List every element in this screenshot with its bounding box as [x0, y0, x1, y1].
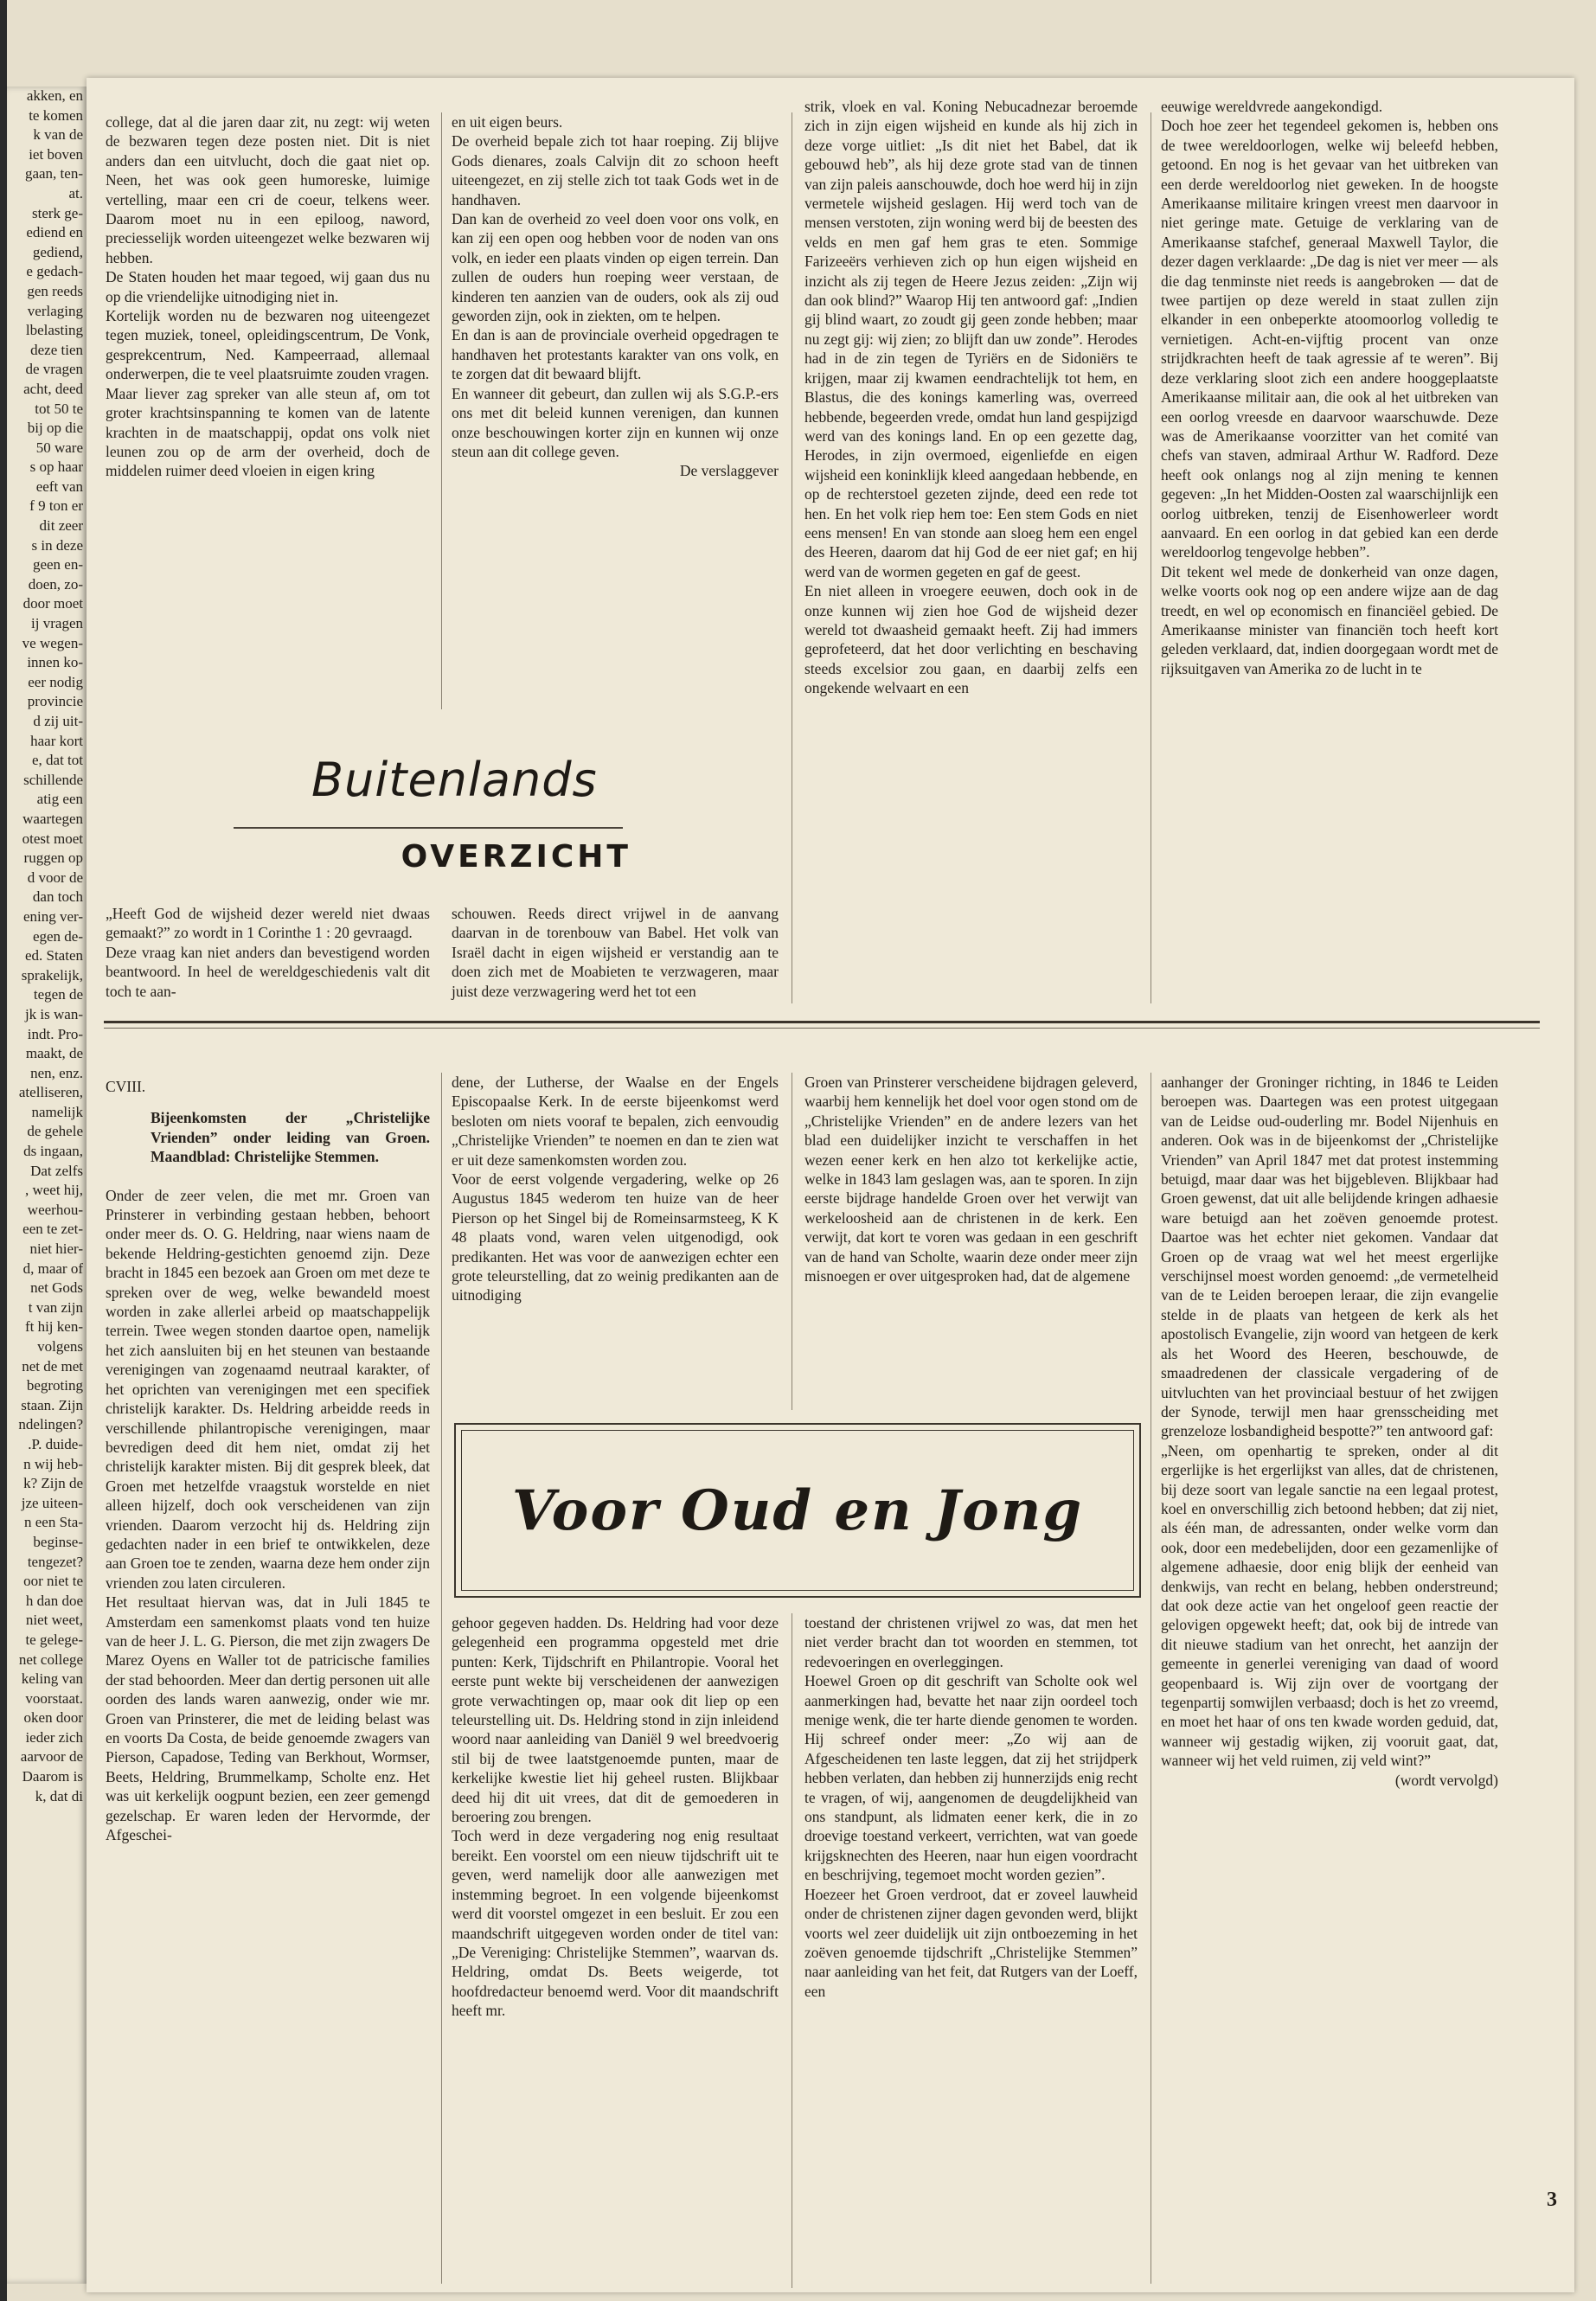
article-paragraph: En niet alleen in vroegere eeuwen, doch ook in de onze kunnen wij zien hoe God de wijsheid dezer wereld tot dwaasheid gemaakt heeft. Zij had immers geprofeteerd, dat het door verlichting en beschaving steeds excelsior zou gaan, en daarbij zelfs een ongekende welvaart en een — [804, 582, 1138, 697]
column-bottom-4 — [1161, 1073, 1498, 1790]
margin-text-line: een te zet- — [22, 1221, 83, 1238]
margin-text-line: gediend, — [32, 243, 83, 260]
article-paragraph: Het resultaat hiervan was, dat in Juli 1845 te Amsterdam een samenkomst plaats vond ten huize van de heer J. L. G. Pierson, die met zijn zwagers De Marez Oyens en Waller tot de patricische families der stad behoorden. Meer dan dertig personen uit alle oorden des lands waren aanwezig, onder wie mr. Groen van Prinsterer, die met de leiding belast was en voorts Da Costa, de beide genoemde zwagers van Pierson, Capadose, Teding van Berkhout, Wormser, Beets, Heldring, Brummelkamp, Scholte enz. Het was uit kerkelijk oogpunt bezien, een zeer gemengd gezelschap. Er waren leden der Hervormde, der Afgeschei- — [106, 1593, 430, 1844]
margin-text-line: aarvoor de — [20, 1748, 83, 1766]
feature-title: Voor Oud en Jong — [511, 1477, 1084, 1543]
column-divider — [441, 1073, 442, 2284]
column-mid-1 — [106, 904, 430, 1001]
margin-text-line: door moet — [22, 595, 83, 612]
margin-text-line: acht, deed — [23, 380, 83, 397]
article-paragraph: college, dat al die jaren daar zit, nu zegt: wij weten de bezwaren tegen deze posten niet. Dit is niet anders dan een uitvlucht, doch die gaat niet op. Neen, het was ook geen humoreske, luimige vertelling, maar een cri de coeur, telkens weer. Daarom moet nu in een epiloog, naword, preciesselijk worden uiteengezet welke bezwaren wij hebben. — [106, 113, 430, 266]
margin-text-line: d voor de — [27, 868, 83, 886]
margin-text-line: ediend en — [26, 224, 83, 241]
article-paragraph: Dan kan de overheid zo veel doen voor ons volk, en kan zij een open oog hebben voor de noden van ons volk, en ieder een plaats vinden op eigen terrein. Dan zullen de ouders hun roeping weer verstaan, de kinderen ten aanzien van de ouders, ook als zij oud geworden zijn, ook in ziekten, om te helpen. — [452, 210, 779, 325]
margin-text-line: akken, en — [26, 87, 83, 104]
margin-text-line: at. — [68, 184, 83, 202]
margin-text-line: ve wegen- — [22, 634, 83, 651]
margin-text-line: tengezet? — [27, 1553, 83, 1570]
margin-text-line: k, dat di — [35, 1787, 83, 1804]
margin-text-line: ds ingaan, — [23, 1143, 83, 1160]
column-bottom-3a — [804, 1073, 1138, 1285]
section-number: CVIII. — [106, 1078, 146, 1095]
margin-text-line: haar kort — [30, 732, 83, 749]
article-paragraph: Hoewel Groen op dit geschrift van Scholte ook wel aanmerkingen had, bevatte het naar zijn oordeel toch menige wenk, die ter harte diende genomen te worden. Hij schreef onder meer: „Zo wij aan de Afgescheidenen ten laste leggen, dat zij het strijdperk hebben verlaten, dan hebben zij hunnerzijds enig recht te vragen, of wij, aangenomen de deugdelijkheid van ons standpunt, als lidmaten eener kerk, die in zo droevige toestand verkeert, verrichten, wat van goede krijgsknechten des Heeren, naar hun eigen voordracht en beschrijving, tegemoet mocht worden gezien”. — [804, 1672, 1138, 1884]
margin-text-line: doen, zo- — [28, 575, 83, 593]
margin-text-line: eer nodig — [28, 673, 83, 690]
feature-title-box — [454, 1423, 1141, 1598]
margin-text-line: beginse- — [33, 1533, 83, 1550]
column-top-3 — [804, 97, 1138, 698]
headline-block — [234, 753, 631, 891]
margin-text-line: deze tien — [30, 341, 83, 358]
margin-text-line: eeft van — [35, 478, 83, 495]
article-paragraph: Kortelijk worden nu de bezwaren nog uiteengezet tegen muziek, toneel, opleidingscentrum, De Vonk, gesprekcentrum, Ned. Kampeerraad, allemaal onderwerpen, die te veel plaatsruimte zouden vragen. — [106, 307, 430, 383]
margin-text-line: gen reeds — [27, 282, 83, 299]
page-number: 3 — [1547, 2189, 1557, 2211]
margin-text-line: tot 50 te — [35, 400, 83, 417]
section-rule-thin — [104, 1028, 1540, 1029]
margin-text-line: net Gods — [30, 1279, 83, 1297]
margin-text-line: k van de — [33, 126, 83, 144]
article-paragraph: „Heeft God de wijsheid dezer wereld niet dwaas gemaakt?” zo wordt in 1 Corinthe 1 : 20 gevraagd. — [106, 905, 430, 942]
margin-text-line: te gelege- — [25, 1631, 83, 1648]
margin-text-line: sprakelijk, — [21, 966, 83, 984]
article-paragraph: schouwen. Reeds direct vrijwel in de aanvang daarvan in de torenbouw van Babel. Het volk van Israël dacht in eigen wijsheid er verstandig aan te doen zich met de Moabieten te verzwageren, maar juist deze verzwagering werd het tot een — [452, 905, 779, 1000]
margin-text-line: d zij uit- — [33, 713, 83, 729]
margin-text-line: jze uiteen- — [21, 1494, 83, 1511]
article-paragraph: Groen van Prinsterer verscheidene bijdragen geleverd, waarbij hem kennelijk het doel voor ogen stond om de „Christelijke Vrienden” en de andere lezers van het blad een duidelijker inzicht te verschaffen in het wezen eener kerk en hen alzo tot kerkelijke actie, welke in 1843 lam geslagen was, aan te sporen. In zijn eerste bijdrage handelde Groen over het verwijt van werkeloosheid aan de christenen in de kerk. Een verwijt, dat kort te voren was gedaan in een geschrift van de hand van Scholte, waarin deze onder meer zijn misnoegen er over uitgesproken had, dat de algemene — [804, 1074, 1138, 1285]
margin-text-line: t van zijn — [28, 1298, 83, 1316]
column-top-4 — [1161, 97, 1498, 678]
margin-text-line: ruggen op — [23, 849, 83, 867]
margin-text-line: atelliseren, — [18, 1084, 83, 1101]
margin-text-line: schillende — [23, 771, 83, 788]
column-divider — [441, 112, 442, 709]
margin-text-line: otest moet — [22, 830, 83, 847]
margin-text-line: de vragen — [25, 361, 83, 378]
margin-text-line: ndelingen? — [18, 1416, 83, 1433]
margin-text-line: begroting — [26, 1377, 83, 1394]
article-paragraph: strik, vloek en val. Koning Nebucadnezar beroemde zich in zijn eigen wijsheid en kunde als hij zich in deze vorge uitliet: „Is dit niet het Babel, dat ik gebouwd heb”, als hij deze grote stad van de tinnen van zijn paleis aanschouwde, doch hoe werd hij in zijn vermetele wijsheid geslagen. Hij werd toch van de mensen verstoten, zijn woning werd bij de beesten des velds en men gaf hem gras te eten. Sommige Farizeeërs verhieven zich op hun eigen wijsheid en inzicht als zij tegen de Heere Jezus zeiden: „Zijn wij dan ook blind?” Waarop Hij ten antwoord gaf: „Indien gij blind waart, zo zoudt gij geen zonde hebben; maar nu zegt gij: wij zien; zo blijft dan uw zonde”. Herodes had in de zin tegen de Tyriërs en de Sidoniërs te krijgen, maar zij kwamen eendrachtelijk tot hem, en Blastus, die des konings kamerling was, overreed hebbende, begeerden vrede, omdat hun land gespijzigd werd van des konings land. En op een gezette dag, Herodes, in zijn overmoed, eigenliefde en eigen wijsheid een koninklijk kleed aangedaan hebbende, en op de rechterstoel gezeten zijnde, deed een rede tot hen. En het volk riep hem toe: Een stem Gods en niet eens mensen! En van stonde aan sloeg hem een engel des Heeren, daarom dat hij God de eer niet gaf; en hij werd van de wormen gegeten en gaf de geest. — [804, 98, 1138, 580]
margin-text-line: waartegen — [22, 810, 83, 827]
margin-text-line: e, dat tot — [31, 752, 83, 769]
column-mid-2 — [452, 904, 779, 1001]
article-signature: De verslaggever — [679, 462, 779, 480]
margin-text-line: net college — [18, 1650, 83, 1668]
margin-text-line: n een Sta- — [24, 1514, 83, 1531]
article-paragraph: De Staten houden het maar tegoed, wij gaan dus nu op die vriendelijke uitnodiging niet in. — [106, 268, 430, 305]
section-heading: Bijeenkomsten der „Christelijke Vrienden” onder leiding van Groen. Maandblad: Christelijke Stemmen. — [151, 1109, 430, 1166]
adjacent-page-fragment — [7, 87, 87, 2284]
margin-text-line: k? Zijn de — [23, 1475, 83, 1492]
margin-text-line: lbelasting — [25, 322, 83, 339]
continued-label: (wordt vervolgd) — [1394, 1771, 1498, 1789]
newspaper-page — [87, 78, 1574, 2292]
column-bottom-2b — [452, 1613, 779, 2021]
column-top-1 — [106, 112, 430, 481]
margin-text-line: bij op die — [27, 420, 83, 437]
article-paragraph: Voor de eerst volgende vergadering, welke op 26 Augustus 1845 wederom ten huize van de heer Pierson op het Singel bij de Romeinsarmsteeg, K K 48 plaats vond, waren velen uitgenodigd, ook predikanten. Het was voor de aanwezigen echter een grote teleurstelling, dat zo weinig predikanten aan de uitnodiging — [452, 1170, 779, 1304]
margin-text-line: volgens — [37, 1338, 83, 1355]
margin-text-line: geen en- — [32, 556, 83, 574]
column-bottom-1 — [106, 1077, 430, 1844]
margin-text-line: ft hij ken- — [24, 1318, 83, 1336]
margin-text-line: oor niet te — [23, 1573, 83, 1590]
margin-text-line: .P. duide- — [28, 1435, 83, 1452]
margin-text-line: te komen — [29, 106, 83, 124]
margin-text-line: niet hier- — [29, 1240, 83, 1258]
margin-text-line: keling van — [21, 1670, 83, 1688]
margin-text-line: niet weet, — [25, 1612, 83, 1629]
margin-text-line: maakt, de — [25, 1045, 83, 1062]
article-paragraph: Maar liever zag spreker van alle steun af, om tot groter krachtsinspanning te komen van de latente krachten in de maatschappij, opdat ons volk niet leunen zou op de arm der overheid, doch de middelen ruimer deed vloeien in eigen kring — [106, 384, 430, 480]
article-paragraph: Toch werd in deze vergadering nog enig resultaat bereikt. Een voorstel om een nieuw tijdschrift uit te geven, werd namelijk door alle aanwezigen met instemming begroet. In een volgende bijeenkomst werd dit voorstel omgezet in een besluit. Er zou een maandschrift uitgegeven worden onder de titel van: „De Vereniging: Christelijke Stemmen”, waarvan ds. Heldring, omdat Ds. Beets weigerde, tot hoofdredacteur benoemd werd. Voor dit maandschrift heeft mr. — [452, 1827, 779, 2020]
article-paragraph: gehoor gegeven hadden. Ds. Heldring had voor deze gelegenheid een programma opgesteld met drie punten: Kerk, Tijdschrift en Philantropie. Vooral het eerste punt wekte bij verscheidenen der aanwezigen grote verwachtingen op, maar ook dit liep op een teleurstelling uit. Ds. Heldring stond in zijn inleidend woord naar aanleiding van Daniël 9 wel breedvoerig stil bij de twee laatstgenoemde punten, maar de kerkelijke kwestie liet hij geheel rusten. Blijkbaar deed hij dit uit vrees, dat dit de gemoederen in beroering zou brengen. — [452, 1614, 779, 1826]
margin-text-line: gaan, ten- — [24, 165, 83, 183]
margin-text-line: provincie — [27, 693, 83, 710]
margin-text-line: tegen de — [33, 986, 83, 1003]
margin-text-line: f 9 ton er — [29, 497, 83, 515]
margin-text-line: indt. Pro- — [27, 1025, 83, 1042]
article-paragraph: Dit tekent wel mede de donkerheid van onze dagen, welke voorts ook nog op een andere wijze aan de dag treedt, en wel op economisch en financiëel gebied. De Amerikaanse minister van financiën toch heeft kort geleden verklaard, dat, indien doorgegaan wordt met de rijksuitgaven van Amerika zo de lucht in te — [1161, 562, 1498, 677]
margin-text-line: ening ver- — [22, 907, 83, 925]
margin-text-line: sterk ge- — [31, 204, 83, 221]
margin-text-line: s op haar — [29, 458, 83, 476]
article-paragraph: Deze vraag kan niet anders dan bevestigend worden beantwoord. In heel de wereldgeschiedenis valt dit toch te aan- — [106, 943, 430, 1000]
margin-text-line: oken door — [23, 1709, 83, 1727]
article-paragraph: „Neen, om openhartig te spreken, onder al dit ergerlijke is het ergerlijkst van alles, dat de christenen, bij deze soort van legale sanctie na een legaal protest, koel en onverschillig zich betoond hebben; dat zij niet, als één man, de adressanten, onder welke vorm dan ook, door een medebelijden, door een gezamenlijke of algemene adhaesie, door enig blijk der eenheid van denkwijs, van recht en belang, hebben onderstreund; dat ook deze actie van het ongeloof geen reactie der gelovigen opgewekt heeft; dat, ook bij de intrede van dit nieuwe stadium van het onrecht, het aanzijn der gemeente in generlei vereniging van daad of woord geopenbaard is. Wij zijn over de voortgang der tegenpartij somwijlen verbaasd; doch is het zo vreemd, en moet het haar of ons ten kwade worden geduid, dat, wanneer wij gestadig wijken, zij vooruit gaat, dat, wanneer wij het veld ruimen, zij veld wint?” — [1161, 1441, 1498, 1770]
margin-text-line: ed. Staten — [24, 947, 83, 965]
margin-text-line: nen, enz. — [30, 1064, 83, 1081]
article-paragraph: En dan is aan de provinciale overheid opgedragen te handhaven het protestants karakter van ons volk, en te zorgen dat dit bewaard blijft. — [452, 326, 779, 383]
margin-text-line: weerhou- — [27, 1201, 83, 1218]
margin-text-line: e gedach- — [26, 263, 83, 280]
column-bottom-3b — [804, 1613, 1138, 2001]
feature-title-inner-border — [461, 1430, 1134, 1591]
margin-text-line: Daarom is — [22, 1768, 83, 1785]
article-paragraph: toestand der christenen vrijwel zo was, dat men het niet verder bracht dan tot woorden en stemmen, tot redevoeringen en overleggingen. — [804, 1614, 1138, 1670]
article-paragraph: en uit eigen beurs. — [452, 113, 563, 131]
headline-subtitle: OVERZICHT — [401, 839, 631, 875]
margin-text-line: h dan doe — [25, 1592, 83, 1609]
binding-edge — [0, 0, 7, 2301]
column-top-2 — [452, 112, 779, 481]
article-paragraph: Hoezeer het Groen verdroot, dat er zoveel lauwheid onder de christenen zijner dagen gevonden werd, blijkt voorts wel zeer duidelijk uit zijn ontboezeming in het zoëven genoemde tijdschrift „Christelijke Stemmen” naar aanleiding van het feit, dat Rutgers van der Loeff, een — [804, 1885, 1138, 2000]
margin-text-line: s in deze — [31, 536, 83, 554]
article-paragraph: dene, der Lutherse, der Waalse en der Engels Episcopaalse Kerk. In de eerste bijeenkomst werd besloten om niets vooraf te bepalen, zich eenvoudig „Christelijke Vrienden” te noemen en dan te zien wat er uit deze samenkomsten worden zou. — [452, 1074, 779, 1169]
margin-text-line: d, maar of — [22, 1259, 83, 1277]
margin-text-line: , weet hij, — [24, 1182, 83, 1199]
margin-text-line: iet boven — [29, 145, 83, 163]
section-rule — [104, 1021, 1540, 1023]
article-paragraph: Onder de zeer velen, die met mr. Groen van Prinsterer in verbinding gestaan hebben, behoort onder meer ds. O. G. Heldring, naar wiens naam de bekende Heldring-gestichten genoemd zijn. Deze bracht in 1845 een bezoek aan Groen om met deze te spreken over de weg, welke bewandeld moest worden in zake allerlei arbeid op maatschappelijk terrein. Twee wegen stonden daartoe open, namelijk het zich aansluiten bij en het steunen van bestaande verenigingen van zogenaamd neutraal karakter, of het oprichten van verenigingen met een specifiek christelijk karakter. Ds. Heldring arbeidde reeds in verschillende philantropische verenigingen, maar bevredigen deed dit hem niet, omdat zij het christelijk karakter misten. Bij dit gesprek bleek, dat Groen met hetzelfde vraagstuk worstelde en niet alleen hijzelf, doch ook verscheidenen van zijn vrienden. Daarom verzocht hij ds. Heldring zijn gedachten nader in een brief te ontwikkelen, deze aan Groen toe te zenden, waarna deze hem onder zijn vrienden zou laten circuleren. — [106, 1186, 430, 1592]
article-paragraph: En wanneer dit gebeurt, dan zullen wij als S.G.P.-ers ons met dit beleid kunnen verenigen, dan kunnen onze beschouwingen korter zijn en kunnen wij onze steun aan dit college geven. — [452, 384, 779, 460]
margin-text-line: n wij heb- — [23, 1455, 83, 1472]
article-paragraph: De overheid bepale zich tot haar roeping. Zij blijve Gods dienares, zoals Calvijn dit zo schoon heeft uiteengezet, en zij stelle zich tot taak Gods wet in de handhaven. — [452, 132, 779, 208]
margin-text-line: staan. Zijn — [21, 1396, 83, 1413]
margin-text-line: ij vragen — [31, 615, 83, 632]
margin-text-line: Dat zelfs — [30, 1162, 83, 1179]
margin-text-line: ieder zich — [25, 1728, 83, 1746]
column-bottom-2a — [452, 1073, 779, 1305]
margin-text-line: namelijk — [31, 1103, 83, 1120]
margin-text-line: dan toch — [32, 888, 83, 906]
headline-rule — [234, 827, 623, 829]
margin-text-line: dit zeer — [39, 517, 83, 535]
article-paragraph: eeuwige wereldvrede aangekondigd. — [1161, 98, 1383, 115]
headline-title: Buitenlands — [311, 753, 598, 807]
margin-text-line: voorstaat. — [25, 1689, 83, 1707]
margin-text-line: verlaging — [27, 302, 83, 319]
margin-text-line: atig een — [36, 791, 83, 808]
margin-text-line: 50 ware — [35, 439, 83, 456]
article-paragraph: aanhanger der Groninger richting, in 1846 te Leiden beroepen was. Daartegen was een protest uitgegaan van de Leidse oud-ouderling mr. Bodel Nijenhuis en anderen. Ook was in de bijeenkomst der „Christelijke Vrienden” van April 1847 met dat protest instemming betuigd, maar daar was het bijgebleven. Blijkbaar had Groen gewenst, dat uit alle belijdende kringen adhaesie ware betuigd aan het zoëven genoemde protest. Daartoe was het echter niet gekomen. Vandaar dat Groen op de vraag wat wel het meest ergerlijke verschijnsel moest worden genoemd: „de vermetelheid van de te Leiden beroepen leraar, die zijn evangelie stelde in de plaats van hetgeen de kerk als het apostolisch Evangelie, zijn woord van hetgeen de kerk als het Woord des Heeren, beschouwde, de smaadredenen der classicale vergadering of de uitvluchten van het provinciaal bestuur of het zwijgen der Synode, terwijl men haar grensscheiding met grenzeloze losbandigheid bespotte?” ten antwoord gaf: — [1161, 1074, 1498, 1440]
margin-text-line: de gehele — [27, 1123, 83, 1140]
article-paragraph: Doch hoe zeer het tegendeel gekomen is, hebben ons de twee wereldoorlogen, welke wij beleefd hebben, getoond. En nog is het gevaar van het uitbreken van een derde wereldoorlog niet geweken. In de hoogste Amerikaanse militaire kringen vreest men daarvoor in niet geringe mate. Getuige de verklaring van de Amerikaanse stafchef, generaal Maxwell Taylor, die dezer dagen verklaarde: „De dag is niet ver meer — als die dag tenminste niet reeds is aangebroken — dat de twee partijen op deze wereld in staat zullen zijn elkander in een onbeperkte atoomoorlog volledig te vernietigen. Acht-en-vijftig procent van onze strijdkrachten heeft de taak agressie af te weren”. Bij deze verklaring sloot zich een andere hooggeplaatste Amerikaanse militair aan, die ook al het uitbreken van een oorlog vreesde en daarvoor waarschuwde. Deze was de Amerikaanse voorzitter van het comité van chefs van staven, admiraal Arthur W. Radford. Deze heeft ook onlangs nog al zijn mening te kennen gegeven: „In het Midden-Oosten zal waarschijnlijk een oorlog uitbreken, tenzij de Eisenhowerleer wordt aanvaard. En een oorlog in dat gebied kan een derde wereldoorlog tengevolge hebben”. — [1161, 117, 1498, 561]
margin-text-line: jk is wan- — [24, 1005, 83, 1022]
margin-text-line: net de met — [22, 1357, 83, 1375]
margin-text-line: innen ko- — [27, 654, 83, 671]
margin-text-line: egen de- — [32, 927, 83, 945]
